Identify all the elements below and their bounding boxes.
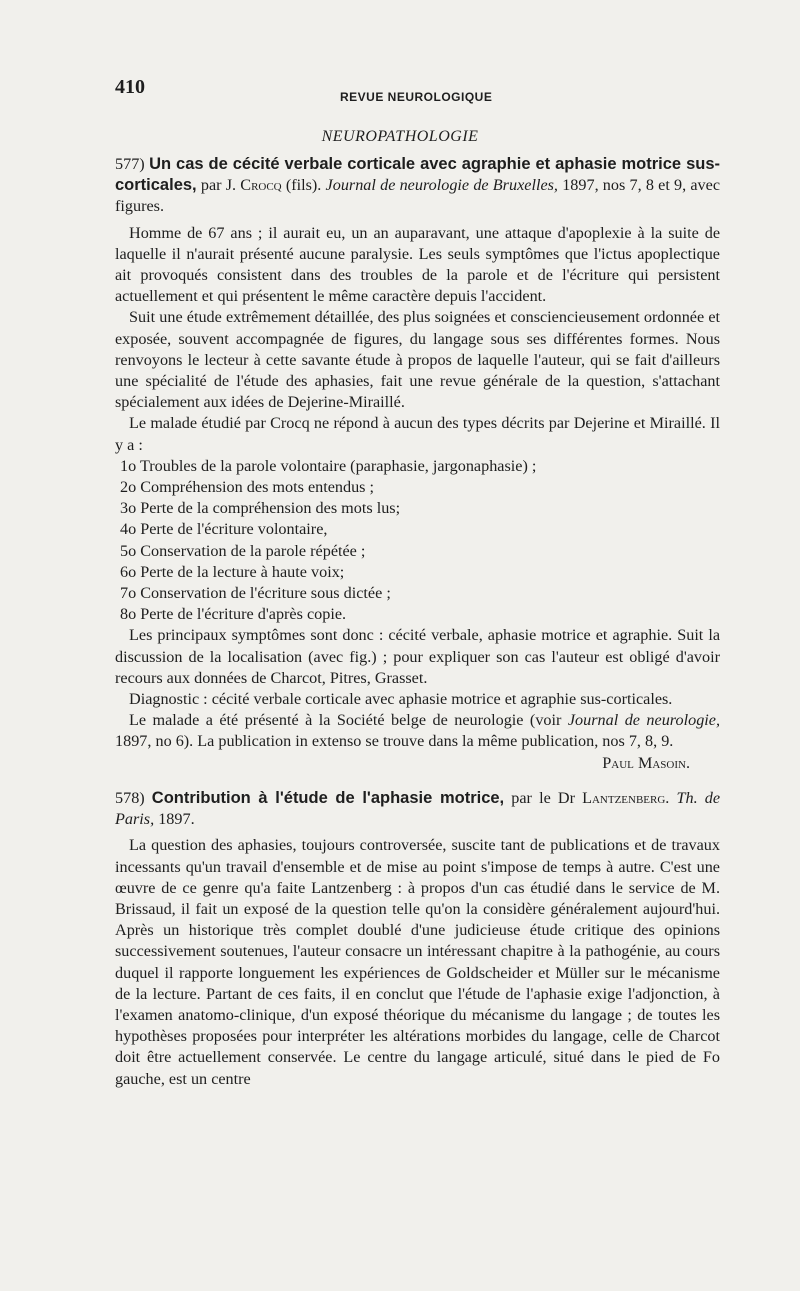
article-number: 578): [115, 788, 145, 807]
list-item: 2o Compréhension des mots entendus ;: [120, 478, 375, 497]
article-number: 577): [115, 155, 145, 173]
journal-name: Journal de neurologie,: [567, 711, 721, 730]
list-item: 8o Perte de l'écriture d'après copie.: [120, 605, 347, 624]
paragraph: Diagnostic : cécité verbale corticale avec aphasie motrice et agraphie sus-corticales.: [129, 690, 673, 709]
article-577-heading: [115, 154, 720, 218]
article-body: [115, 154, 720, 1090]
paragraph: Le malade étudié par Crocq ne répond à aucun des types décrits par Dejerine et Miraillé. Il y a :: [115, 414, 720, 454]
journal-name: Th. de Paris,: [115, 788, 721, 829]
page-header: [115, 76, 720, 106]
list-item: 5o Conservation de la parole répétée ;: [120, 541, 366, 560]
list-item: 1o Troubles de la parole volontaire (paraphasie, jargonaphasie) ;: [120, 456, 537, 475]
paragraph-text: 1897, no 6). La publication in extenso se trouve dans la même publication, nos 7, 8, 9.: [115, 732, 674, 751]
paragraph-text: Le malade a été présenté à la Société belge de neurologie (voir: [129, 711, 562, 730]
reviewer-signature: Paul Masoin.: [602, 753, 690, 772]
byline-prefix: par le Dr: [511, 788, 575, 807]
author-suffix: (fils).: [285, 176, 322, 195]
section-title: NEUROPATHOLOGIE: [321, 128, 479, 145]
running-head: REVUE NEUROLOGIQUE: [340, 90, 493, 104]
byline-prefix: par J.: [200, 176, 237, 195]
list-item: 4o Perte de l'écriture volontaire,: [120, 520, 328, 539]
paragraph: [115, 710, 720, 752]
article-title: Un cas de cécité verbale corticale avec agraphie et aphasie motrice sus-corticales,: [115, 155, 720, 195]
author-name: Crocq: [240, 176, 282, 195]
article-title: Contribution à l'étude de l'aphasie motrice,: [151, 788, 505, 807]
publication-details: 1897, nos 7, 8 et 9, avec figures.: [115, 176, 721, 216]
paragraph: Les principaux symptômes sont donc : cécité verbale, aphasie motrice et agraphie. Suit la discussion de la localisation (avec fig.) ; pour expliquer son cas l'auteur est obligé d'avoir recours aux données de Charcot, Pitres, Grasset.: [115, 626, 720, 687]
list-item: 3o Perte de la compréhension des mots lus;: [120, 499, 401, 518]
publication-year: 1897.: [158, 810, 195, 829]
list-item: 7o Conservation de l'écriture sous dictée ;: [120, 584, 391, 603]
journal-name: Journal de neurologie de Bruxelles,: [325, 176, 558, 195]
author-name: Lantzenberg.: [582, 788, 670, 807]
article-578-heading: [115, 788, 720, 830]
paragraph: Suit une étude extrêmement détaillée, des plus soignées et consciencieusement ordonnée et exposée, souvent accompagnée de figures, du langage sous ses différentes formes. Nous renvoyons le lecteur à cette savante étude à propos de laquelle l'auteur, qui se fait d'ailleurs une spécialité de l'étude des aphasies, fait une revue générale de la question, s'attachant spécialement aux idées de Dejerine-Miraillé.: [115, 308, 720, 412]
paragraph: La question des aphasies, toujours controversée, suscite tant de publications et de travaux incessants qu'un travail d'ensemble et de mise au point s'impose de temps à autre. C'est une œuvre de ce genre qu'a faite Lantzenberg : à propos d'un cas étudié dans le service de M. Brissaud, il fait un exposé de la question telle qu'on la considère généralement aujourd'hui. Après un historique très complet doublé d'une judicieuse étude critique des opinions successivement soutenues, l'auteur consacre un intéressant chapitre à la pathogénie, au cours duquel il rapporte longuement les expériences de Goldscheider et Müller sur le mécanisme de la lecture. Partant de ces faits, il en conclut que l'étude de l'aphasie exige l'adjonction, à l'examen anatomo-clinique, d'un exposé théorique du mécanisme du langage ; de toutes les hypothèses proposées pour interpréter les altérations morbides du langage, celle de Charcot doit être actuellement conservée. Le centre du langage articulé, situé dans le pied de Fo gauche, est un centre: [115, 836, 720, 1088]
page-number: 410: [115, 76, 145, 98]
paragraph: Homme de 67 ans ; il aurait eu, un an auparavant, une attaque d'apoplexie à la suite de laquelle il n'aurait présenté aucune paralysie. Les seuls symptômes que l'ictus apoplectique ait provoqués consistent dans des troubles de la parole et de l'écriture qui persistent actuellement et qui présentent le même caractère depuis l'accident.: [115, 223, 720, 306]
list-item: 6o Perte de la lecture à haute voix;: [120, 562, 345, 581]
